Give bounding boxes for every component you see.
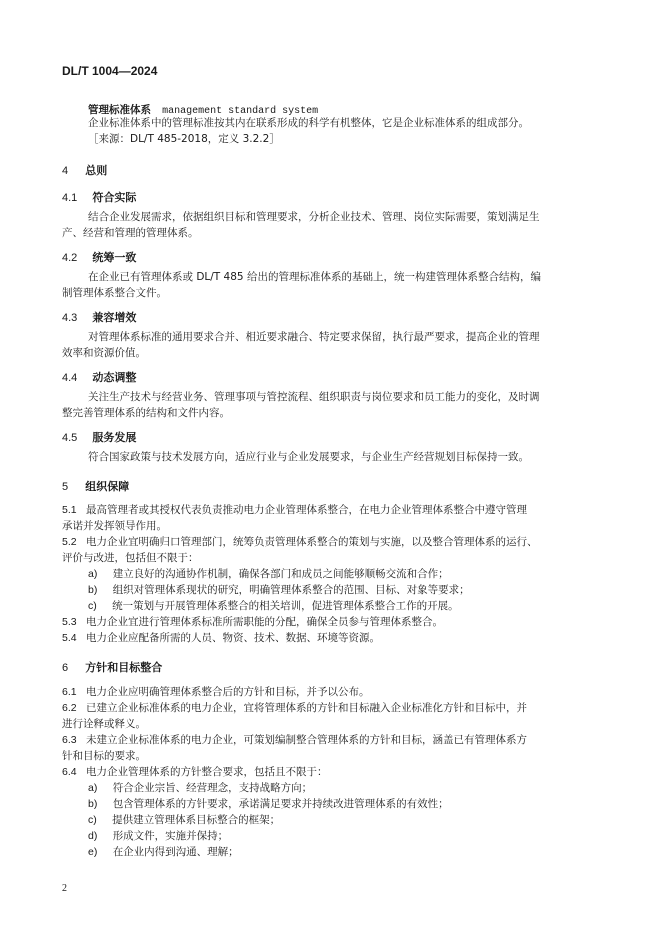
- list-marker: a): [88, 568, 98, 580]
- clause-text: 整完善管理体系的结构和文件内容。: [62, 407, 230, 419]
- section-number: 6: [62, 662, 69, 674]
- term-zh: 管理标准体系: [88, 104, 151, 116]
- section-number: 5: [62, 481, 69, 493]
- clause-number: 5.1: [62, 504, 77, 516]
- clause-number: 4.4: [62, 372, 78, 384]
- clause-text: 制管理体系整合文件。: [62, 287, 167, 299]
- clause-heading: [62, 368, 136, 386]
- clause-text: 6.3 未建立企业标准体系的电力企业，可策划编制整合管理体系的方针和目标，涵盖已有管理体系方: [62, 734, 527, 746]
- clause-heading: [62, 428, 136, 446]
- clause-heading: [62, 188, 136, 206]
- clause-number: 4.3: [62, 312, 78, 324]
- term-en: management standard system: [162, 106, 319, 117]
- clause-text: 进行诠释或释义。: [62, 718, 146, 730]
- list-item: b) 包含管理体系的方针要求，承诺满足要求并持续改进管理体系的有效性；: [88, 798, 449, 810]
- clause-number: 5.2: [62, 536, 77, 548]
- clause-title: 服务发展: [92, 431, 137, 444]
- clause-number: 4.1: [62, 192, 78, 204]
- clause-text: 产、经营和管理的管理体系。: [62, 227, 199, 239]
- list-item: a) 建立良好的沟通协作机制，确保各部门和成员之间能够顺畅交流和合作；: [88, 568, 449, 580]
- clause-text: 5.3 电力企业宜进行管理体系标准所需职能的分配，确保全员参与管理体系整合。: [62, 616, 443, 628]
- list-marker: e): [88, 846, 98, 858]
- clause-text: 效率和资源价值。: [62, 347, 146, 359]
- term-definition: 企业标准体系中的管理标准按其内在联系形成的科学有机整体，它是企业标准体系的组成部分。: [88, 117, 529, 129]
- list-item: c) 提供建立管理体系目标整合的框架；: [88, 814, 281, 826]
- clause-text: 5.1 最高管理者或其授权代表负责推动电力企业管理体系整合，在电力企业管理体系整合中遵守管理: [62, 504, 527, 516]
- list-marker: c): [88, 814, 97, 826]
- clause-number: 6.2: [62, 702, 77, 714]
- list-item: c) 统一策划与开展管理体系整合的相关培训，促进管理体系整合工作的开展。: [88, 600, 459, 612]
- list-item: d) 形成文件，实施并保持；: [88, 830, 229, 842]
- list-item: e) 在企业内得到沟通、理解；: [88, 846, 239, 858]
- clause-text: 符合国家政策与技术发展方向，适应行业与企业发展要求，与企业生产经营规划目标保持一致。: [88, 451, 529, 463]
- clause-text: 评价与改进，包括但不限于：: [62, 552, 199, 564]
- clause-text: 结合企业发展需求，依据组织目标和管理要求，分析企业技术、管理、岗位实际需要，策划满足生: [88, 211, 540, 223]
- section-title: 组织保障: [85, 480, 130, 493]
- section-heading: [62, 658, 162, 676]
- clause-title: 兼容增效: [92, 311, 137, 324]
- section-heading: [62, 161, 107, 179]
- list-marker: b): [88, 584, 98, 596]
- clause-title: 统筹一致: [92, 251, 137, 264]
- clause-text: 6.2 已建立企业标准体系的电力企业，宜将管理体系的方针和目标融入企业标准化方针和目标中，并: [62, 702, 527, 714]
- section-title: 方针和目标整合: [85, 661, 163, 674]
- clause-number: 5.3: [62, 616, 77, 628]
- document-code: DL/T 1004—2024: [62, 64, 158, 78]
- clause-heading: [62, 308, 136, 326]
- term-source: ［来源：DL/T 485-2018，定义 3.2.2］: [88, 133, 280, 145]
- clause-number: 6.1: [62, 686, 77, 698]
- list-marker: d): [88, 830, 98, 842]
- clause-number: 4.5: [62, 432, 78, 444]
- clause-text: 关注生产技术与经营业务、管理事项与管控流程、组织职责与岗位要求和员工能力的变化，及时调: [88, 391, 540, 403]
- section-heading: [62, 477, 129, 495]
- list-marker: c): [88, 600, 97, 612]
- clause-text: 在企业已有管理体系或 DL/T 485 给出的管理标准体系的基础上，统一构建管理体系整合结构，编: [88, 271, 541, 283]
- clause-text: 6.1 电力企业应明确管理体系整合后的方针和目标，并予以公布。: [62, 686, 370, 698]
- clause-text: 6.4 电力企业管理体系的方针整合要求，包括且不限于：: [62, 766, 328, 778]
- clause-text: 针和目标的要求。: [62, 750, 146, 762]
- section-title: 总则: [85, 164, 108, 177]
- clause-title: 动态调整: [92, 371, 137, 384]
- clause-number: 6.3: [62, 734, 77, 746]
- list-marker: b): [88, 798, 98, 810]
- page-number: 2: [62, 883, 67, 894]
- clause-text: 对管理体系标准的通用要求合并、相近要求融合、特定要求保留，执行最严要求，提高企业的管理: [88, 331, 540, 343]
- clause-text: 承诺并发挥领导作用。: [62, 520, 167, 532]
- list-marker: a): [88, 782, 98, 794]
- clause-text: 5.2 电力企业宜明确归口管理部门，统筹负责管理体系整合的策划与实施，以及整合管理体系的运行、: [62, 536, 538, 548]
- list-item: a) 符合企业宗旨、经营理念，支持战略方向；: [88, 782, 313, 794]
- clause-text: 5.4 电力企业应配备所需的人员、物资、技术、数据、环境等资源。: [62, 632, 380, 644]
- clause-number: 5.4: [62, 632, 77, 644]
- list-item: b) 组织对管理体系现状的研究，明确管理体系整合的范围、目标、对象等要求；: [88, 584, 470, 596]
- clause-title: 符合实际: [92, 191, 137, 204]
- clause-number: 6.4: [62, 766, 77, 778]
- clause-number: 4.2: [62, 252, 78, 264]
- clause-heading: [62, 248, 136, 266]
- section-number: 4: [62, 165, 69, 177]
